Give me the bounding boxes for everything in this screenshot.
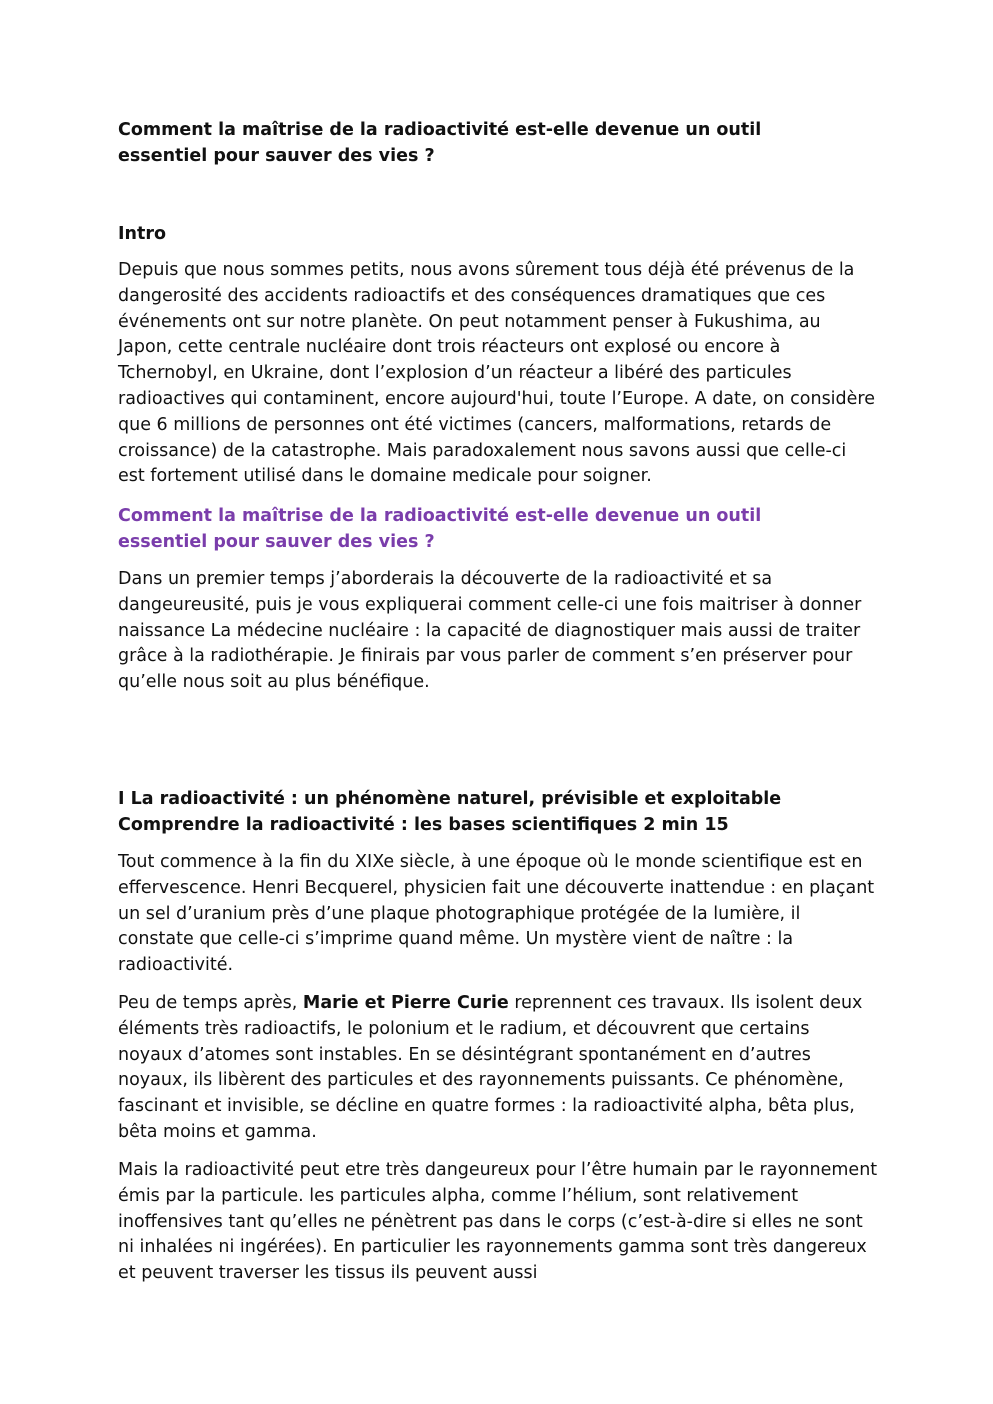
intro-heading: Intro (118, 224, 166, 244)
problem-statement (118, 503, 878, 555)
section-1-paragraph-1: Tout commence à la fin du XIXe siècle, à une époque où le monde scientifique est en effervescence. Henri Becquerel, physicien fait une découverte inattendue : en plaçant un sel d’uranium près d’une plaque photographique protégée de la lumière, il constate que celle-ci s’imprime quand même. Un mystère vient de naître : la radioactivité. (118, 852, 875, 976)
problem-statement-line-1: Comment la maîtrise de la radioactivité est-elle devenue un outil (118, 506, 762, 526)
section-1-heading-line-2: Comprendre la radioactivité : les bases scientifiques 2 min 15 (118, 814, 729, 835)
plan-paragraph: Dans un premier temps j’aborderais la découverte de la radioactivité et sa dangeureusité, puis je vous expliquerai comment celle-ci une fois maitriser à donner naissance La médecine nucléaire : la capacité de diagnostiquer mais aussi de traiter grâce à la radiothérapie. Je finirais par vous parler de comment s’en préserver pour qu’elle nous soit au plus bénéfique. (118, 569, 862, 693)
intro-paragraph: Depuis que nous sommes petits, nous avons sûrement tous déjà été prévenus de la dangerosité des accidents radioactifs et des conséquences dramatiques que ces événements ont sur notre planète. On peut notamment penser à Fukushima, au Japon, cette centrale nucléaire dont trois réacteurs ont explosé ou encore à Tchernobyl, en Ukraine, dont l’explosion d’un réacteur a libéré des particules radioactives qui contaminent, encore aujourd'hui, toute l’Europe. A date, on considère que 6 millions de personnes ont été victimes (cancers, malformations, retards de croissance) de la catastrophe. Mais paradoxalement nous savons aussi que celle-ci est fortement utilisé dans le domaine medicale pour soigner. (118, 260, 875, 487)
document-title-line-1: Comment la maîtrise de la radioactivité est-elle devenue un outil (118, 120, 762, 140)
section-1-paragraph-2-start: Peu de temps après, (118, 993, 303, 1013)
section-1-heading-line-1: I La radioactivité : un phénomène naturel, prévisible et exploitable (118, 789, 782, 809)
document-title-line-2: essentiel pour sauver des vies ? (118, 145, 435, 166)
section-1-heading (118, 787, 878, 838)
section-1-paragraph-3: Mais la radioactivité peut etre très dangeureux pour l’être humain par le rayonnement émis par la particule. les particules alpha, comme l’hélium, sont relativement inoffensives tant qu’elles ne pénètrent pas dans le corps (c’est-à-dire si elles ne sont ni inhalées ni ingérées). En particulier les rayonnements gamma sont très dangereux et peuvent traverser les tissus ils peuvent aussi (118, 1160, 878, 1284)
section-1-paragraph-2-bold: Marie et Pierre Curie (302, 993, 509, 1013)
document-title (118, 118, 878, 169)
problem-statement-line-2: essentiel pour sauver des vies ? (118, 532, 435, 552)
section-1-paragraph-2 (118, 991, 878, 1146)
section-1-paragraph-2-rest: reprennent ces travaux. Ils isolent deux éléments très radioactifs, le polonium et le radium, et découvrent que certains noyaux d’atomes sont instables. En se désintégrant spontanément en d’autres noyaux, ils libèrent des particules et des rayonnements puissants. Ce phénomène, fascinant et invisible, se décline en quatre formes : la radioactivité alpha, bêta plus, bêta moins et gamma. (118, 993, 863, 1142)
